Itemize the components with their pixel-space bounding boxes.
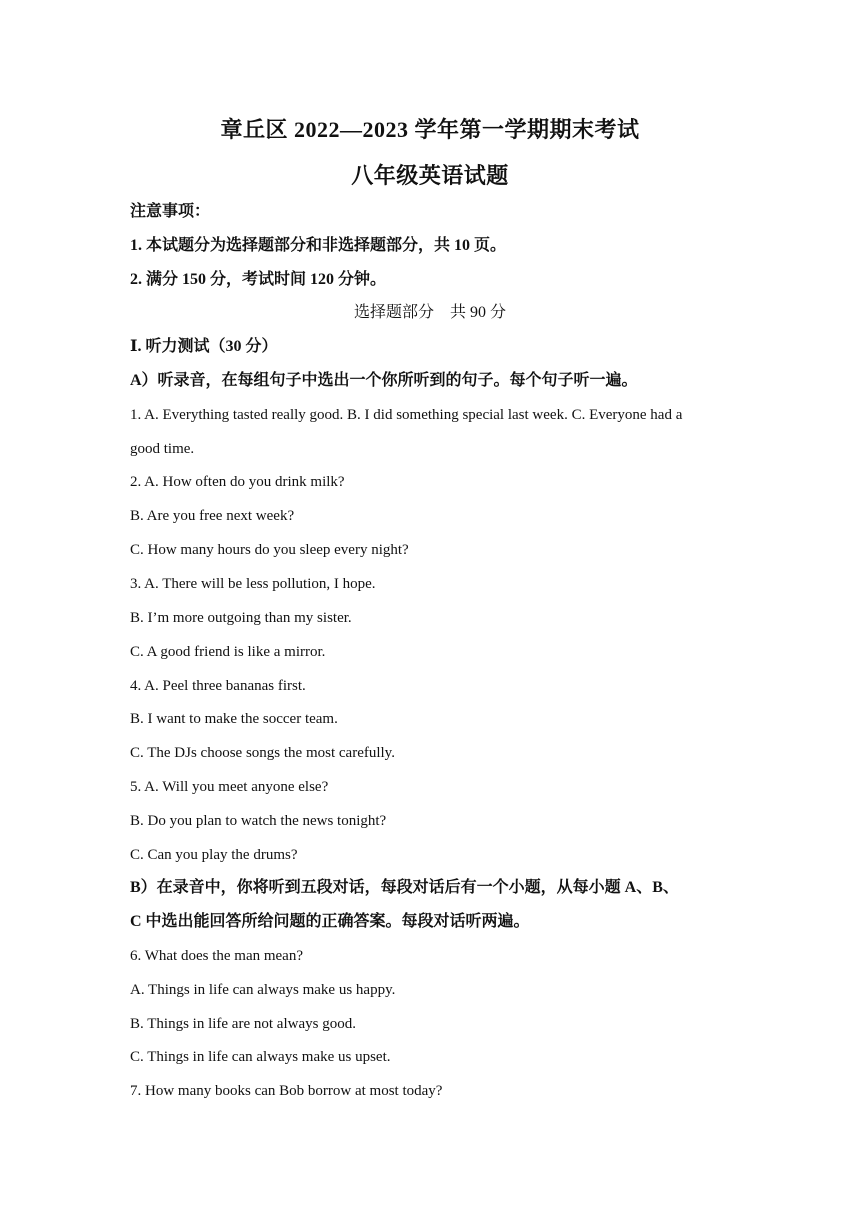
part1-title: Ⅰ. 听力测试（30 分） xyxy=(130,338,278,355)
question-line: B. I want to make the soccer team. xyxy=(130,711,338,727)
section-title: 选择题部分 共 90 分 xyxy=(353,304,506,321)
question-line: 1. A. Everything tasted really good. B. I did something special last week. C. Everyone had a xyxy=(130,407,683,423)
notes-item-2: 2. 满分 150 分，考试时间 120 分钟。 xyxy=(130,271,387,288)
question-line: B. Do you plan to watch the news tonight? xyxy=(130,813,387,829)
question-line: C. A good friend is like a mirror. xyxy=(130,644,326,660)
question-line: 3. A. There will be less pollution, I hope. xyxy=(130,576,376,592)
notes-heading: 注意事项： xyxy=(130,203,211,220)
question-line: C. Can you play the drums? xyxy=(130,847,298,863)
exam-subtitle: 八年级英语试题 xyxy=(351,163,509,188)
question-line: B. Are you free next week? xyxy=(130,508,295,524)
exam-title: 章丘区 2022—2023 学年第一学期期末考试 xyxy=(220,117,640,142)
notes-item-1: 1. 本试题分为选择题部分和非选择题部分，共 10 页。 xyxy=(130,237,507,254)
question-line: 7. How many books can Bob borrow at most today? xyxy=(130,1083,443,1099)
question-line: C. How many hours do you sleep every night? xyxy=(130,542,409,558)
question-line: B. I’m more outgoing than my sister. xyxy=(130,610,352,626)
part1-a-instruction: A）听录音，在每组句子中选出一个你所听到的句子。每个句子听一遍。 xyxy=(130,372,638,389)
question-line: C. The DJs choose songs the most carefully. xyxy=(130,745,395,761)
question-line: 5. A. Will you meet anyone else? xyxy=(130,779,329,795)
question-line: 4. A. Peel three bananas first. xyxy=(130,678,306,694)
question-line: C. Things in life can always make us upset. xyxy=(130,1049,391,1065)
question-line: 6. What does the man mean? xyxy=(130,948,303,964)
question-line: good time. xyxy=(130,441,195,457)
part1-b-instruction-2: C 中选出能回答所给问题的正确答案。每段对话听两遍。 xyxy=(130,913,530,930)
part1-b-instruction-1: B）在录音中，你将听到五段对话，每段对话后有一个小题，从每小题 A、B、 xyxy=(130,879,679,896)
question-line: A. Things in life can always make us happy. xyxy=(130,982,396,998)
question-line: 2. A. How often do you drink milk? xyxy=(130,474,345,490)
question-line: B. Things in life are not always good. xyxy=(130,1016,356,1032)
